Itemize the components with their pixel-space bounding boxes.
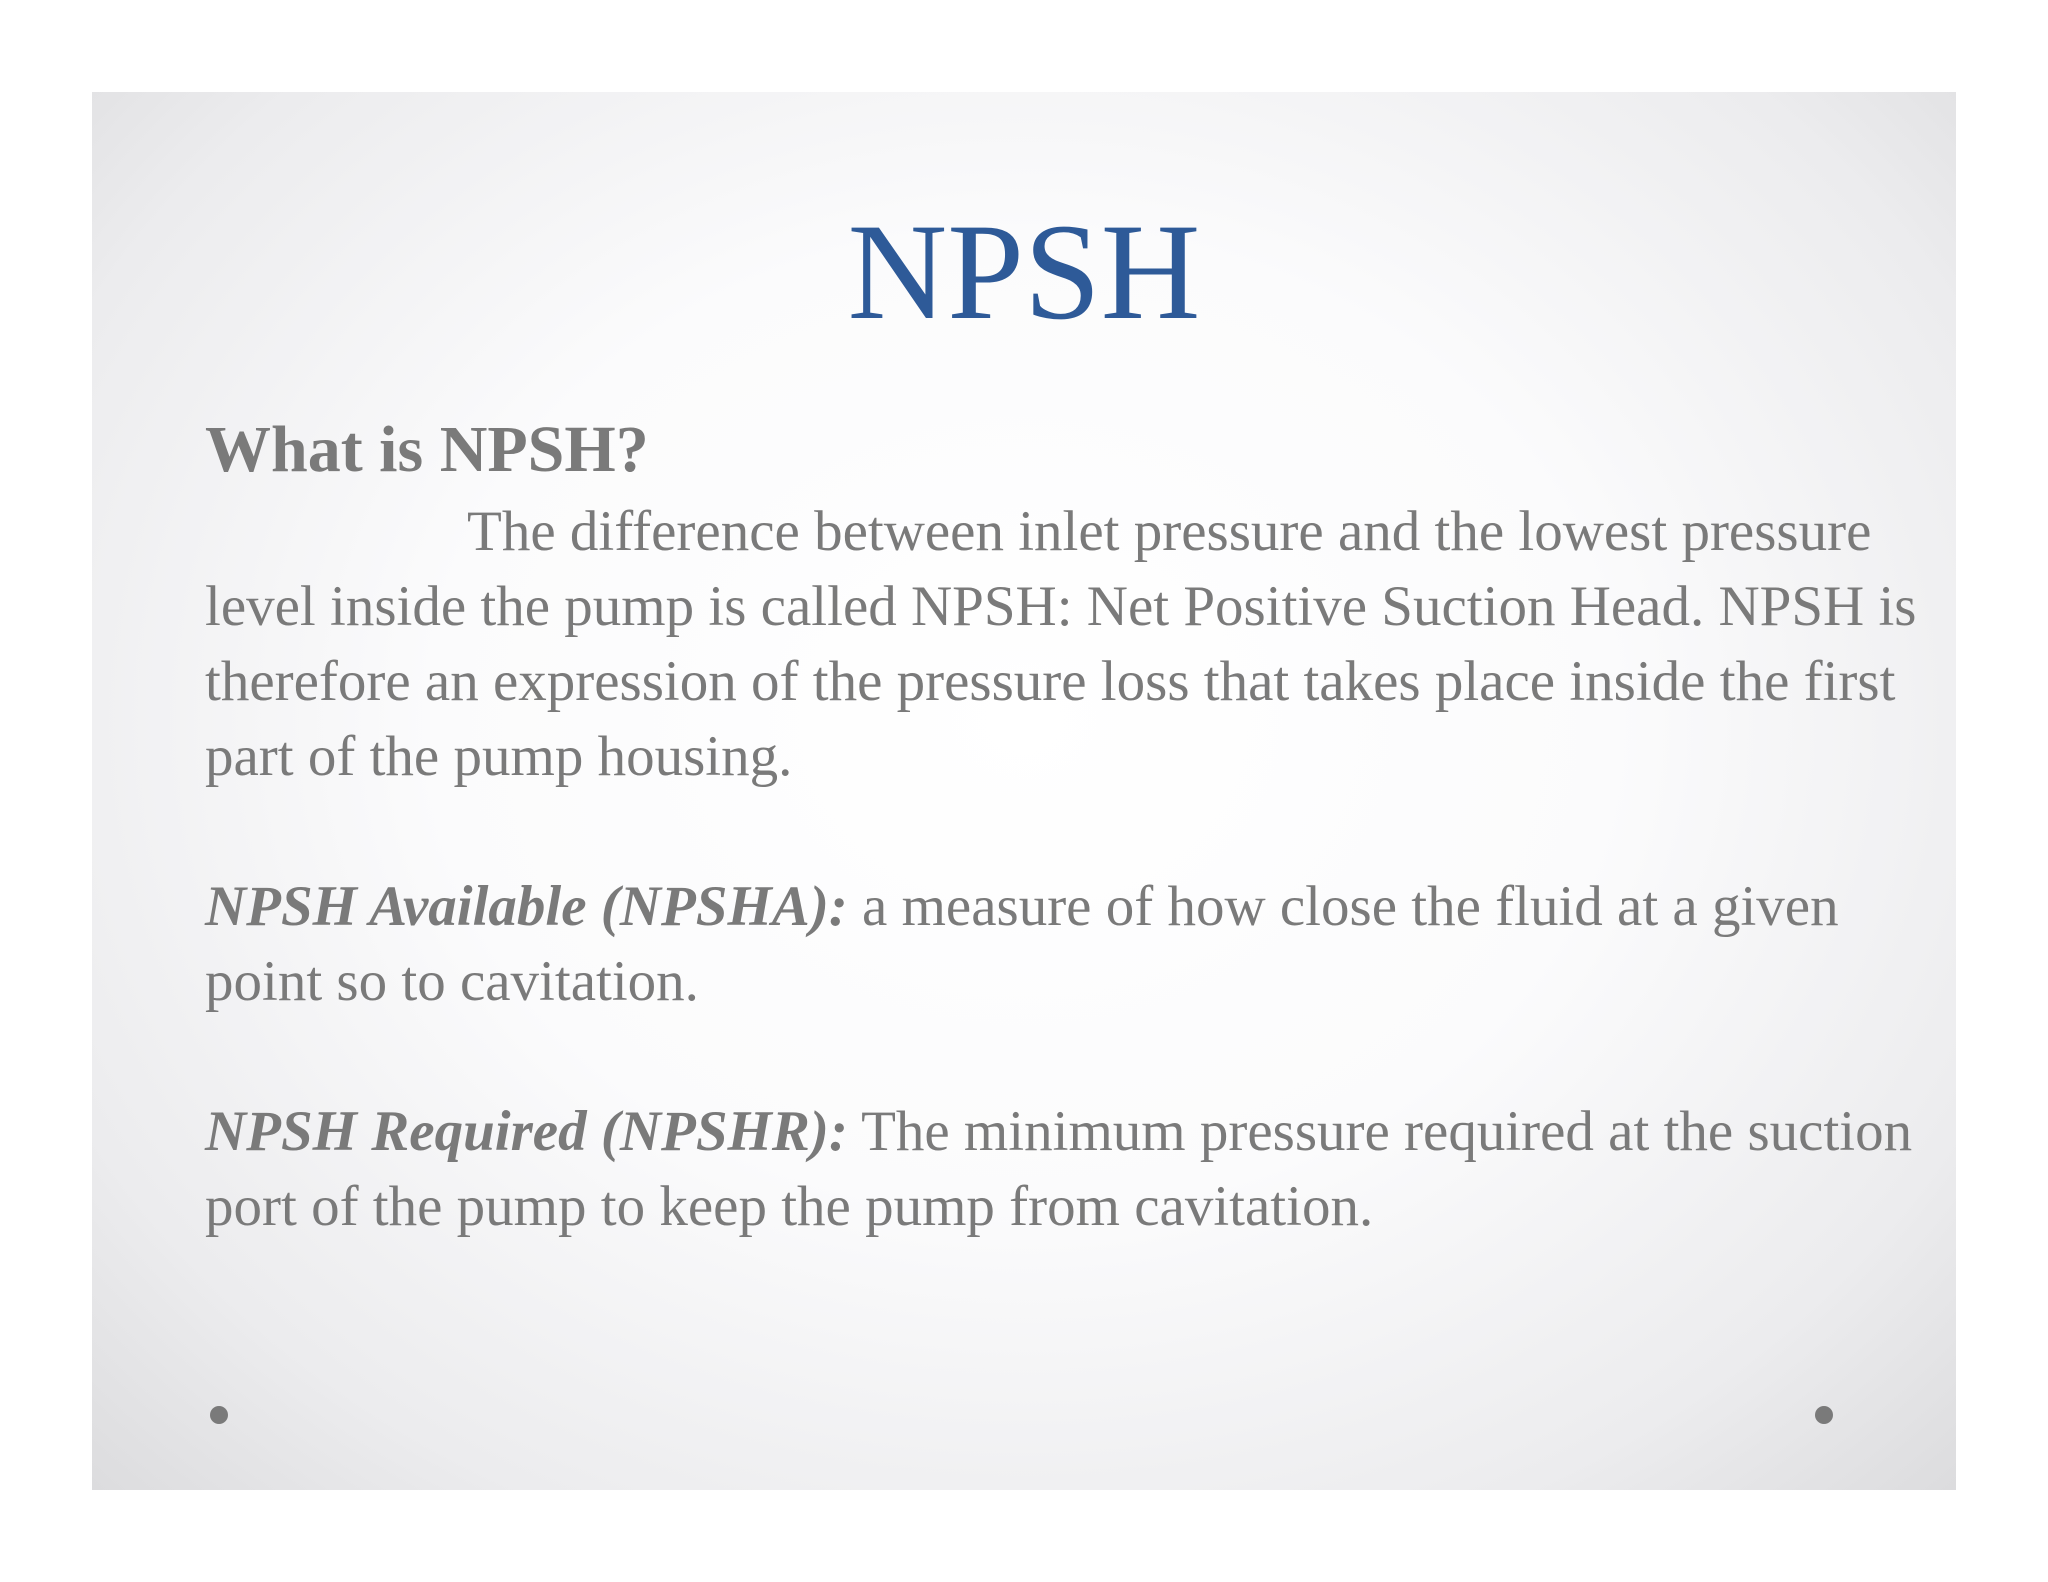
npsha-term: NPSH Available (NPSHA):	[205, 875, 848, 938]
bullet-dot-right-icon	[1815, 1406, 1833, 1424]
npsha-text: a measure of how close the fluid at a given point so to cavitation.	[205, 875, 1839, 1013]
npsha-paragraph	[205, 869, 1935, 1019]
definition-paragraph: The difference between inlet pressure and the lowest pressure level inside the pump is called NPSH: Net Positive Suction Head. NPSH is therefore an expression of the pressure loss that takes place inside the first part of the pump housing.	[205, 500, 1917, 788]
npshr-text: The minimum pressure required at the suction port of the pump to keep the pump from cavitation.	[205, 1100, 1913, 1238]
npshr-term: NPSH Required (NPSHR):	[205, 1100, 848, 1163]
spacer	[205, 1019, 1935, 1094]
slide-title: NPSH	[847, 195, 1201, 348]
slide	[92, 92, 1956, 1490]
spacer	[205, 794, 1935, 869]
bullet-dot-left-icon	[210, 1406, 228, 1424]
npshr-paragraph	[205, 1094, 1935, 1244]
slide-body	[205, 410, 1935, 1244]
section-heading: What is NPSH?	[205, 413, 649, 486]
